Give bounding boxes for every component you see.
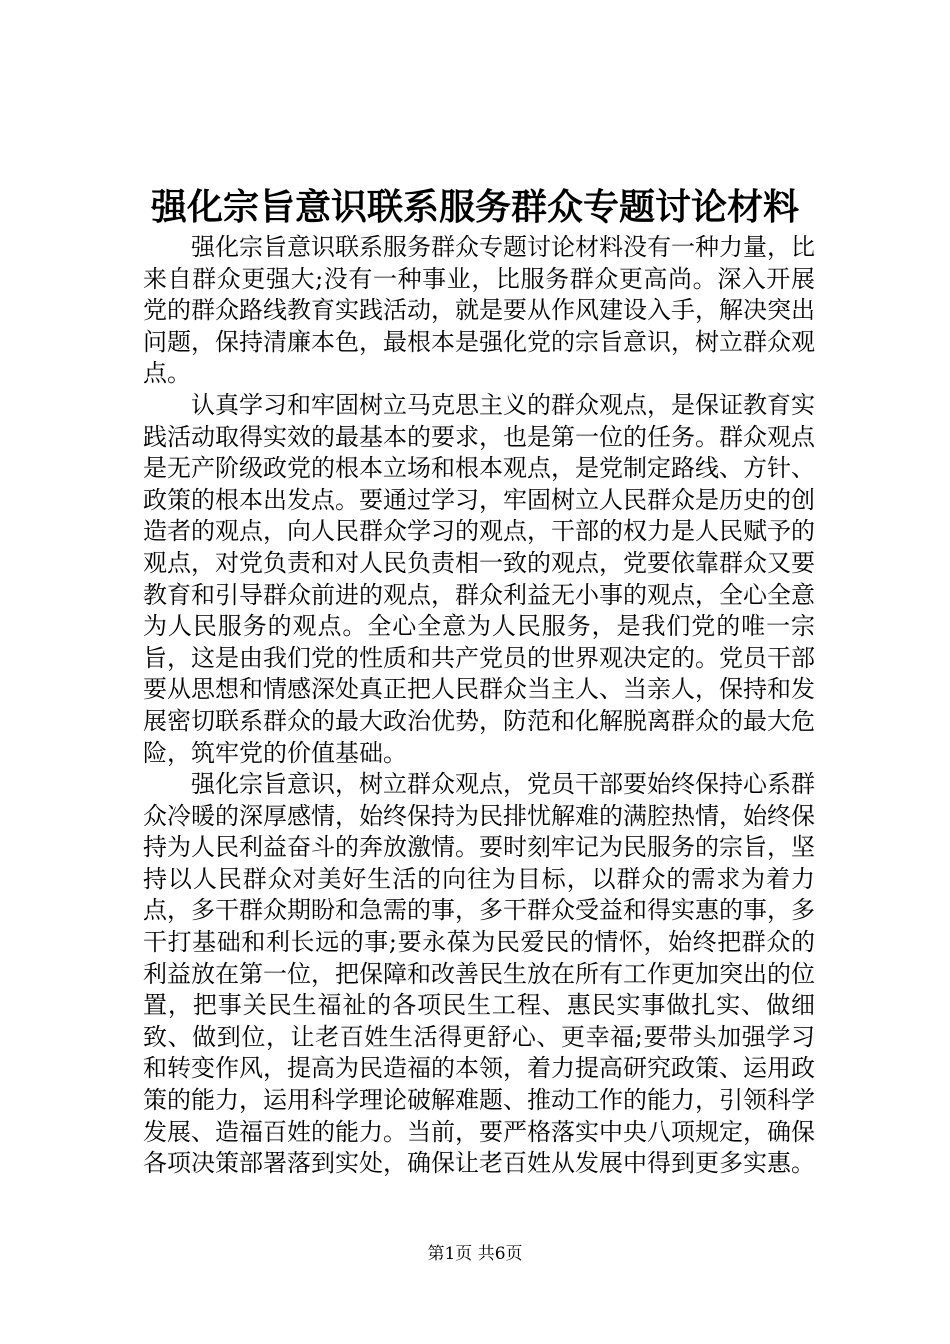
page-number-footer: 第1页 共6页 bbox=[427, 1244, 523, 1264]
paragraph-2: 认真学习和牢固树立马克思主义的群众观点，是保证教育实践活动取得实效的最基本的要求，也是第一位的任务。群众观点是无产阶级政党的根本立场和根本观点，是党制定路线、方针、政策的根本出发点。要通过学习，牢固树立人民群众是历史的创造者的观点，向人民群众学习的观点，干部的权力是人民赋予的观点，对党负责和对人民负责相一致的观点，党要依靠群众又要教育和引导群众前进的观点，群众利益无小事的观点，全心全意为人民服务的观点。全心全意为人民服务，是我们党的唯一宗旨，这是由我们党的性质和共产党员的世界观决定的。党员干部要从思想和情感深处真正把人民群众当主人、当亲人，保持和发展密切联系群众的最大政治优势，防范和化解脱离群众的最大危险，筑牢党的价值基础。 bbox=[143, 390, 815, 767]
paragraph-3: 强化宗旨意识，树立群众观点，党员干部要始终保持心系群众冷暖的深厚感情，始终保持为民排忧解难的满腔热情，始终保持为人民利益奋斗的奔放激情。要时刻牢记为民服务的宗旨，坚持以人民群众对美好生活的向往为目标，以群众的需求为着力点，多干群众期盼和急需的事，多干群众受益和得实惠的事，多干打基础和利长远的事;要永葆为民爱民的情怀，始终把群众的利益放在第一位，把保障和改善民生放在所有工作更加突出的位置，把事关民生福祉的各项民生工程、惠民实事做扎实、做细致、做到位，让老百姓生活得更舒心、更幸福;要带头加强学习和转变作风，提高为民造福的本领，着力提高研究政策、运用政策的能力，运用科学理论破解难题、推动工作的能力，引领科学发展、造福百姓的能力。当前，要严格落实中央八项规定，确保各项决策部署落到实处，确保让老百姓从发展中得到更多实惠。 bbox=[143, 770, 815, 1178]
paragraph-1: 强化宗旨意识联系服务群众专题讨论材料没有一种力量，比来自群众更强大;没有一种事业，比服务群众更高尚。深入开展党的群众路线教育实践活动，就是要从作风建设入手，解决突出问题，保持清廉本色，最根本是强化党的宗旨意识，树立群众观点。 bbox=[143, 233, 815, 388]
document-title: 强化宗旨意识联系服务群众专题讨论材料 bbox=[150, 186, 799, 228]
document-body bbox=[143, 232, 815, 1180]
